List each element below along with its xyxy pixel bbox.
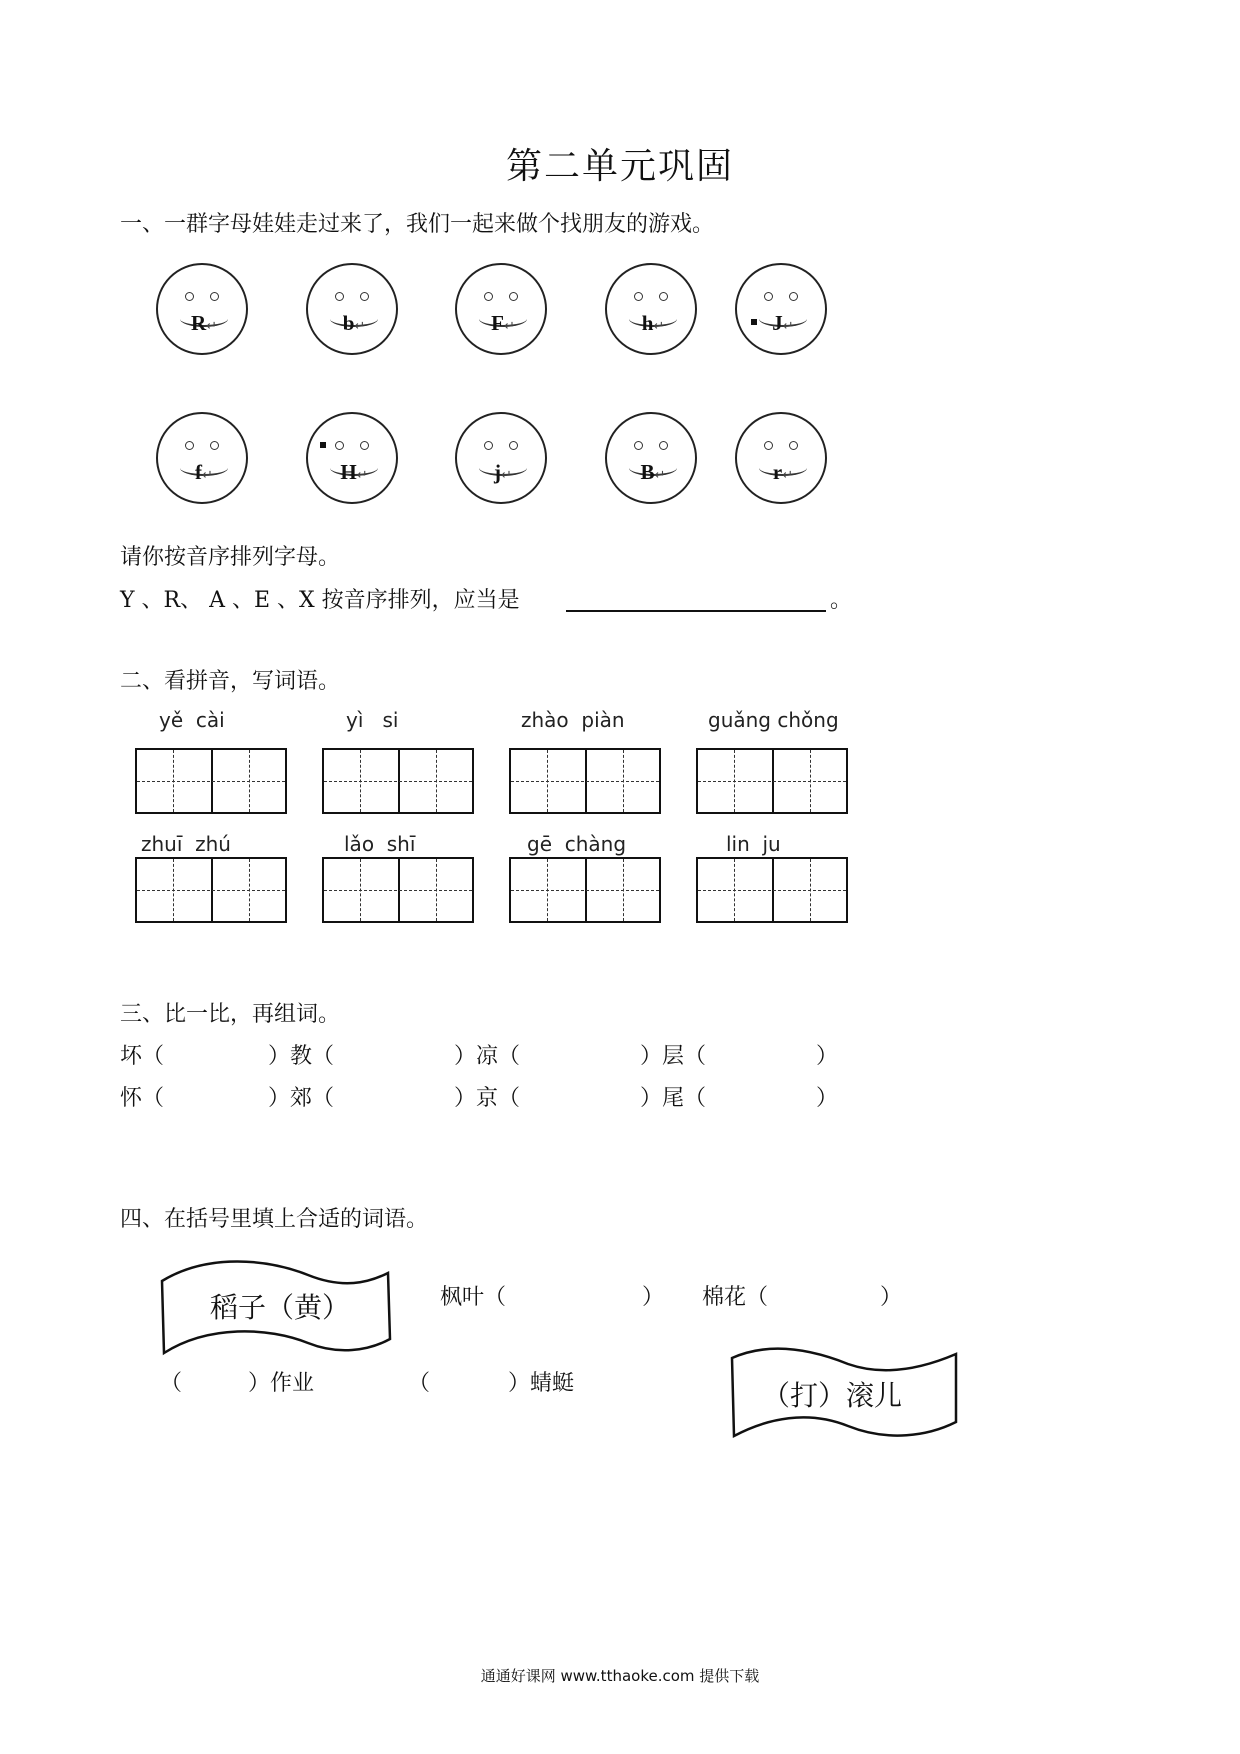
face-eye: [789, 441, 798, 450]
banner-rice-label: 稻子（黄）: [210, 1291, 351, 1324]
compare-segment: ）教（: [268, 1044, 335, 1069]
item-maple-close: ）: [642, 1285, 665, 1310]
banner-roll-label: （打）滚儿: [762, 1379, 903, 1412]
writing-grid[interactable]: [696, 748, 848, 814]
writing-grid[interactable]: [509, 857, 661, 923]
letter-face: [156, 412, 248, 504]
compare-segment: ）: [816, 1086, 839, 1111]
face-eye: [360, 441, 369, 450]
face-letter: [457, 311, 549, 336]
compare-segment: ）: [816, 1044, 839, 1069]
face-letter-char: B: [640, 460, 655, 484]
face-eye: [335, 292, 344, 301]
letter-face: [735, 412, 827, 504]
square-dot-icon: [320, 442, 326, 448]
writing-grid[interactable]: [696, 857, 848, 923]
pinyin-label: gē chàng: [527, 832, 627, 856]
face-eye: [185, 441, 194, 450]
writing-grid[interactable]: [135, 748, 287, 814]
face-letter: [308, 460, 400, 485]
face-letter-char: h: [641, 311, 654, 335]
compare-segment: ）凉（: [454, 1044, 521, 1069]
face-letter: [308, 311, 400, 336]
face-eye: [484, 441, 493, 450]
item-cotton: 棉花（: [702, 1285, 769, 1310]
letter-face: [306, 412, 398, 504]
face-eye: [634, 441, 643, 450]
section1-question-end: 。: [830, 588, 853, 613]
face-letter-char: F: [491, 311, 504, 335]
pinyin-label: zhuī zhú: [141, 832, 231, 856]
return-mark-icon: ↵: [654, 467, 666, 482]
pinyin-label: lǎo shī: [344, 832, 416, 856]
pinyin-label: yě cài: [159, 708, 225, 732]
pinyin-label: zhào piàn: [521, 708, 625, 732]
compare-segment: 怀（: [120, 1086, 165, 1111]
return-mark-icon: ↵: [653, 318, 665, 333]
letter-face: [455, 412, 547, 504]
face-eye: [210, 441, 219, 450]
writing-grid[interactable]: [322, 748, 474, 814]
face-letter: [607, 460, 699, 485]
face-eye: [509, 441, 518, 450]
face-letter-char: r: [772, 460, 783, 484]
compare-segment: ）层（: [640, 1044, 707, 1069]
face-eye: [659, 292, 668, 301]
pinyin-label: lin ju: [726, 832, 781, 856]
face-eye: [484, 292, 493, 301]
face-eye: [764, 441, 773, 450]
face-eye: [360, 292, 369, 301]
section4-heading: 四、在括号里填上合适的词语。: [120, 1207, 429, 1232]
face-eye: [210, 292, 219, 301]
section2-heading: 二、看拼音，写词语。: [120, 669, 341, 694]
item-homework: ）作业: [248, 1371, 315, 1396]
item-dragonfly: ）蜻蜓: [508, 1371, 575, 1396]
face-eye: [335, 441, 344, 450]
face-letter: [158, 311, 250, 336]
face-letter-char: R: [190, 311, 207, 335]
face-letter: [158, 460, 250, 485]
letter-face: [156, 263, 248, 355]
face-letter-char: H: [340, 460, 357, 484]
face-letter: [737, 460, 829, 485]
return-mark-icon: ↵: [206, 318, 218, 333]
return-mark-icon: ↵: [354, 318, 366, 333]
letter-face: [306, 263, 398, 355]
face-eye: [634, 292, 643, 301]
face-eye: [509, 292, 518, 301]
letter-face: [605, 412, 697, 504]
face-letter-char: J: [772, 311, 783, 335]
face-letter-char: b: [342, 311, 355, 335]
writing-grid[interactable]: [322, 857, 474, 923]
face-letter-char: f: [195, 460, 203, 484]
compare-segment: ）郊（: [268, 1086, 335, 1111]
item-dragonfly-open: （: [408, 1371, 431, 1396]
answer-blank[interactable]: [566, 584, 826, 612]
section3-heading: 三、比一比，再组词。: [120, 1002, 341, 1027]
letter-face: [455, 263, 547, 355]
face-eye: [789, 292, 798, 301]
letter-face: [605, 263, 697, 355]
compare-segment: 坏（: [120, 1044, 165, 1069]
face-eye: [659, 441, 668, 450]
return-mark-icon: ↵: [503, 318, 515, 333]
compare-segment: ）尾（: [640, 1086, 707, 1111]
return-mark-icon: ↵: [501, 467, 512, 482]
pinyin-label: yì si: [346, 708, 399, 732]
face-letter: [607, 311, 699, 336]
face-eye: [764, 292, 773, 301]
item-maple: 枫叶（: [440, 1285, 507, 1310]
section1-heading: 一、一群字母娃娃走过来了，我们一起来做个找朋友的游戏。: [120, 212, 715, 237]
section1-question: Y 、R、 A 、E 、X 按音序排列，应当是: [120, 588, 520, 613]
return-mark-icon: ↵: [356, 467, 368, 482]
face-eye: [185, 292, 194, 301]
item-homework-open: （: [160, 1371, 183, 1396]
item-cotton-close: ）: [880, 1285, 903, 1310]
section1-instruction: 请你按音序排列字母。: [120, 545, 341, 570]
pinyin-label: guǎng chǒng: [708, 708, 839, 732]
footer-text: 通通好课网 www.tthaoke.com 提供下载: [480, 1667, 760, 1685]
compare-segment: ）京（: [454, 1086, 521, 1111]
page-title: 第二单元巩固: [505, 146, 734, 187]
letter-face: [735, 263, 827, 355]
return-mark-icon: ↵: [782, 318, 794, 333]
square-dot-icon: [751, 319, 757, 325]
writing-grid[interactable]: [509, 748, 661, 814]
writing-grid[interactable]: [135, 857, 287, 923]
return-mark-icon: ↵: [202, 467, 213, 482]
face-letter: [457, 460, 549, 485]
return-mark-icon: ↵: [782, 467, 794, 482]
face-letter-char: j: [494, 460, 502, 484]
